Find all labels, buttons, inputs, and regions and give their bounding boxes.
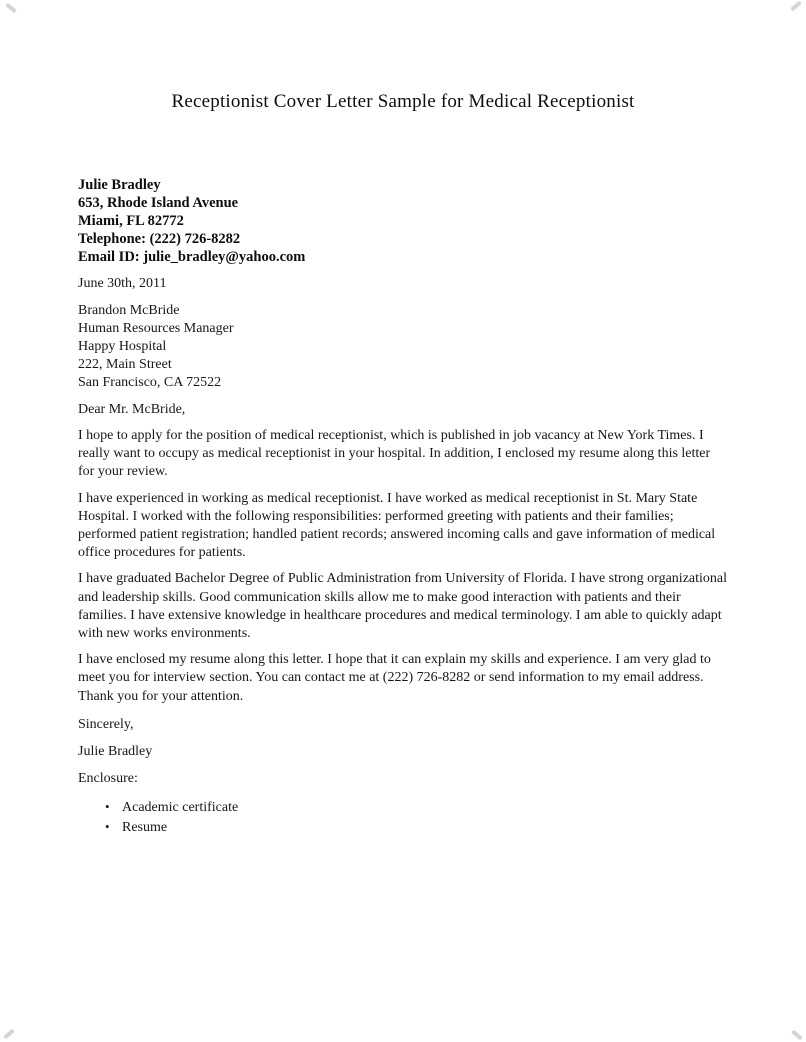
salutation: Dear Mr. McBride, (78, 402, 186, 417)
enclosure-label: Enclosure: (78, 770, 138, 786)
body-paragraph: I hope to apply for the position of medical receptionist, which is published in job vacancy at New York Times. I really want to occupy as medical receptionist in your hospital. In addition, I enclosed my resume along this letter for your review. (78, 428, 711, 480)
enclosure-list (78, 797, 728, 837)
body-paragraph: I have experienced in working as medical receptionist. I have worked as medical receptionist in St. Mary State Hospital. I worked with the following responsibilities: performed greeting with patients and their families; performed patient registration; handled patient records; answered incoming calls and gave information of medical office procedures for patients. (78, 490, 716, 561)
list-item (105, 797, 728, 817)
recipient-address-line2: San Francisco, CA 72522 (78, 375, 222, 390)
sender-telephone: Telephone: (222) 726-8282 (78, 231, 241, 247)
letter-date: June 30th, 2011 (78, 276, 167, 291)
recipient-title: Human Resources Manager (78, 321, 234, 336)
bullet-icon: • (105, 818, 110, 834)
closing: Sincerely, (78, 716, 134, 732)
bullet-icon: • (105, 798, 110, 814)
body-paragraph: I have graduated Bachelor Degree of Public Administration from University of Florida. I have strong organizational and leadership skills. Good communication skills allow me to make good interaction with patients and their families. I have extensive knowledge in healthcare procedures and medical terminology. I am able to quickly adapt with new works environments. (78, 571, 728, 642)
sender-address-line1: 653, Rhode Island Avenue (78, 195, 239, 211)
recipient-name: Brandon McBride (78, 303, 180, 318)
list-item (105, 817, 728, 837)
sender-address-line2: Miami, FL 82772 (78, 213, 184, 229)
sender-name: Julie Bradley (78, 177, 161, 193)
signature-name: Julie Bradley (78, 743, 153, 759)
body-paragraph: I have enclosed my resume along this letter. I hope that it can explain my skills and experience. I am very glad to meet you for interview section. You can contact me at (222) 726-8282 or send information to my email address. Thank you for your attention. (78, 652, 711, 704)
recipient-address-line1: 222, Main Street (78, 357, 172, 372)
sender-block (78, 176, 728, 266)
enclosure-item-label: Resume (122, 819, 168, 835)
page-title: Receptionist Cover Letter Sample for Medical Receptionist (171, 91, 635, 112)
recipient-company: Happy Hospital (78, 339, 167, 354)
recipient-block (78, 302, 728, 392)
enclosure-item-label: Academic certificate (122, 799, 239, 815)
sender-email: Email ID: julie_bradley@yahoo.com (78, 249, 306, 265)
